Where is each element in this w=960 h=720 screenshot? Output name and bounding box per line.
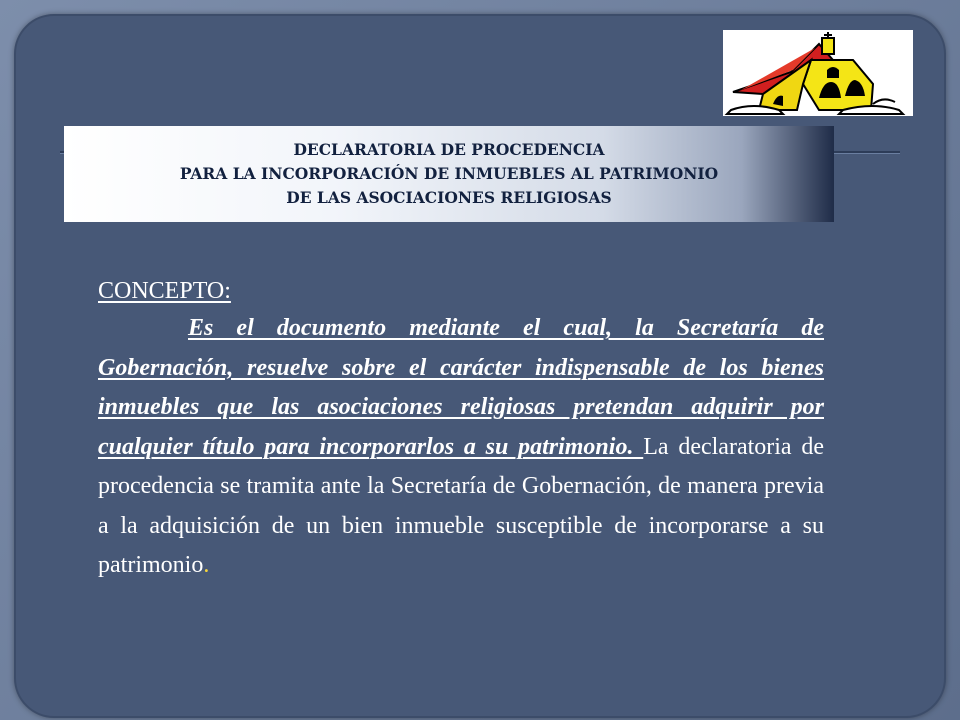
- concept-heading: CONCEPTO:: [98, 278, 231, 304]
- title-line-1: DECLARATORIA DE PROCEDENCIA: [293, 140, 605, 159]
- concept-paragraph: [98, 309, 824, 586]
- title-line-3: DE LAS ASOCIACIONES RELIGIOSAS: [286, 188, 612, 207]
- title-banner: [64, 126, 834, 222]
- final-period: .: [203, 552, 210, 578]
- concept-definition: Es el documento mediante el cual, la Secretaría de Gobernación, resuelve sobre el carácter indispensable de los bienes inmuebles que las asociaciones religiosas pretendan adquirir por cualquier título para incorporarlos a su patrimonio.: [98, 315, 824, 460]
- concept-section: [98, 276, 824, 586]
- church-logo-icon: [723, 30, 913, 116]
- logo: [723, 30, 913, 116]
- title-line-2: PARA LA INCORPORACIÓN DE INMUEBLES AL PATRIMONIO: [179, 164, 719, 183]
- concept-body-text: La declaratoria de procedencia se tramita ante la Secretaría de Gobernación, de manera previa a la adquisición de un bien inmueble susceptible de incorporarse a su patrimonio: [98, 433, 825, 578]
